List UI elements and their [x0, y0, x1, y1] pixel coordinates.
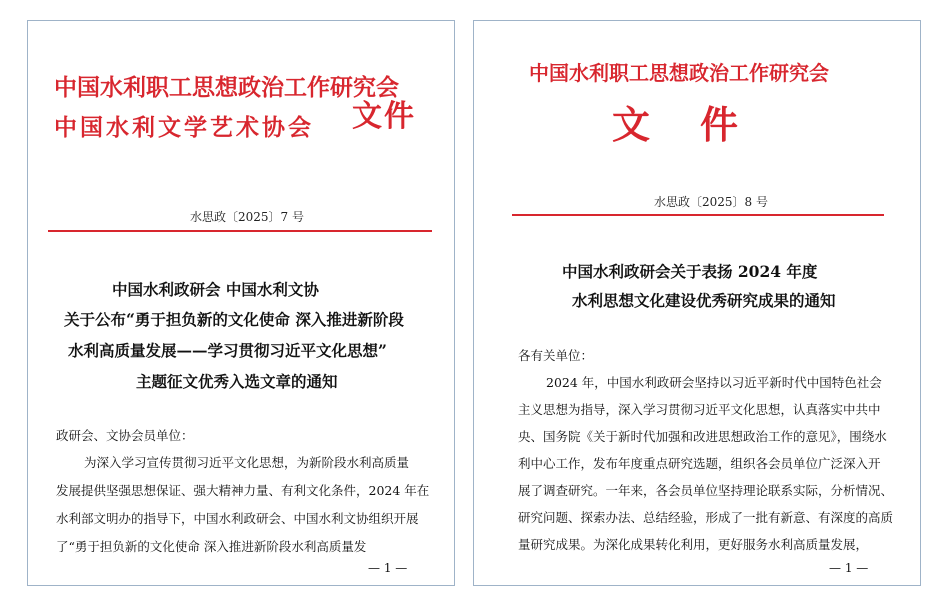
- body-line: 央、国务院《关于新时代加强和改进思想政治工作的意见》，围绕水: [518, 429, 887, 444]
- title-line-2: 水利思想文化建设优秀研究成果的通知: [572, 291, 836, 310]
- document-number: 水思政〔2025〕7 号: [190, 210, 304, 224]
- document-number: 水思政〔2025〕8 号: [654, 195, 768, 209]
- issuer-line-2: 中国水利文学艺术协会: [54, 114, 314, 141]
- body-line: 研究问题、探索办法、总结经验，形成了一批有新意、有深度的高质: [518, 510, 894, 525]
- body-line: 主义思想为指导，深入学习贯彻习近平文化思想，认真落实中共中: [518, 402, 881, 417]
- body-line: 为深入学习宣传贯彻习近平文化思想，为新阶段水利高质量: [84, 455, 410, 470]
- body-line: 利中心工作，发布年度重点研究选题，组织各会员单位广泛深入开: [518, 456, 881, 471]
- title-line-1: 中国水利政研会 中国水利文协: [112, 280, 319, 299]
- red-divider: [48, 230, 432, 232]
- page-number: — 1 —: [368, 561, 408, 575]
- salutation: 各有关单位：: [518, 348, 594, 363]
- title-line-3: 水利高质量发展——学习贯彻习近平文化思想”: [68, 341, 387, 360]
- issuer-line-1: 中国水利职工思想政治工作研究会: [54, 74, 399, 101]
- title-line-2: 关于公布“勇于担负新的文化使命 深入推进新阶段: [64, 310, 404, 329]
- document-page-left: [27, 20, 455, 586]
- salutation: 政研会、文协会员单位：: [56, 428, 194, 443]
- body-line: 2024 年，中国水利政研会坚持以习近平新时代中国特色社会: [546, 375, 882, 390]
- issuer-line-1: 中国水利职工思想政治工作研究会: [529, 61, 829, 85]
- body-line: 展了调查研究。一年来，各会员单位坚持理论联系实际，分析情况、: [518, 483, 894, 498]
- title-line-1: 中国水利政研会关于表扬 2024 年度: [562, 262, 818, 281]
- page-number: — 1 —: [829, 561, 869, 575]
- body-line: 水利部文明办的指导下，中国水利政研会、中国水利文协组织开展: [56, 511, 419, 526]
- red-divider: [512, 214, 884, 216]
- document-page-right: [473, 20, 921, 586]
- document-word: 文件: [352, 99, 416, 134]
- body-line: 了“勇于担负新的文化使命 深入推进新阶段水利高质量发: [56, 539, 367, 554]
- title-line-4: 主题征文优秀入选文章的通知: [136, 372, 338, 391]
- body-line: 发展提供坚强思想保证、强大精神力量、有利文化条件，2024 年在: [56, 483, 430, 498]
- document-word: 文件: [612, 102, 789, 147]
- body-line: 量研究成果。为深化成果转化利用，更好服务水利高质量发展，: [518, 537, 869, 552]
